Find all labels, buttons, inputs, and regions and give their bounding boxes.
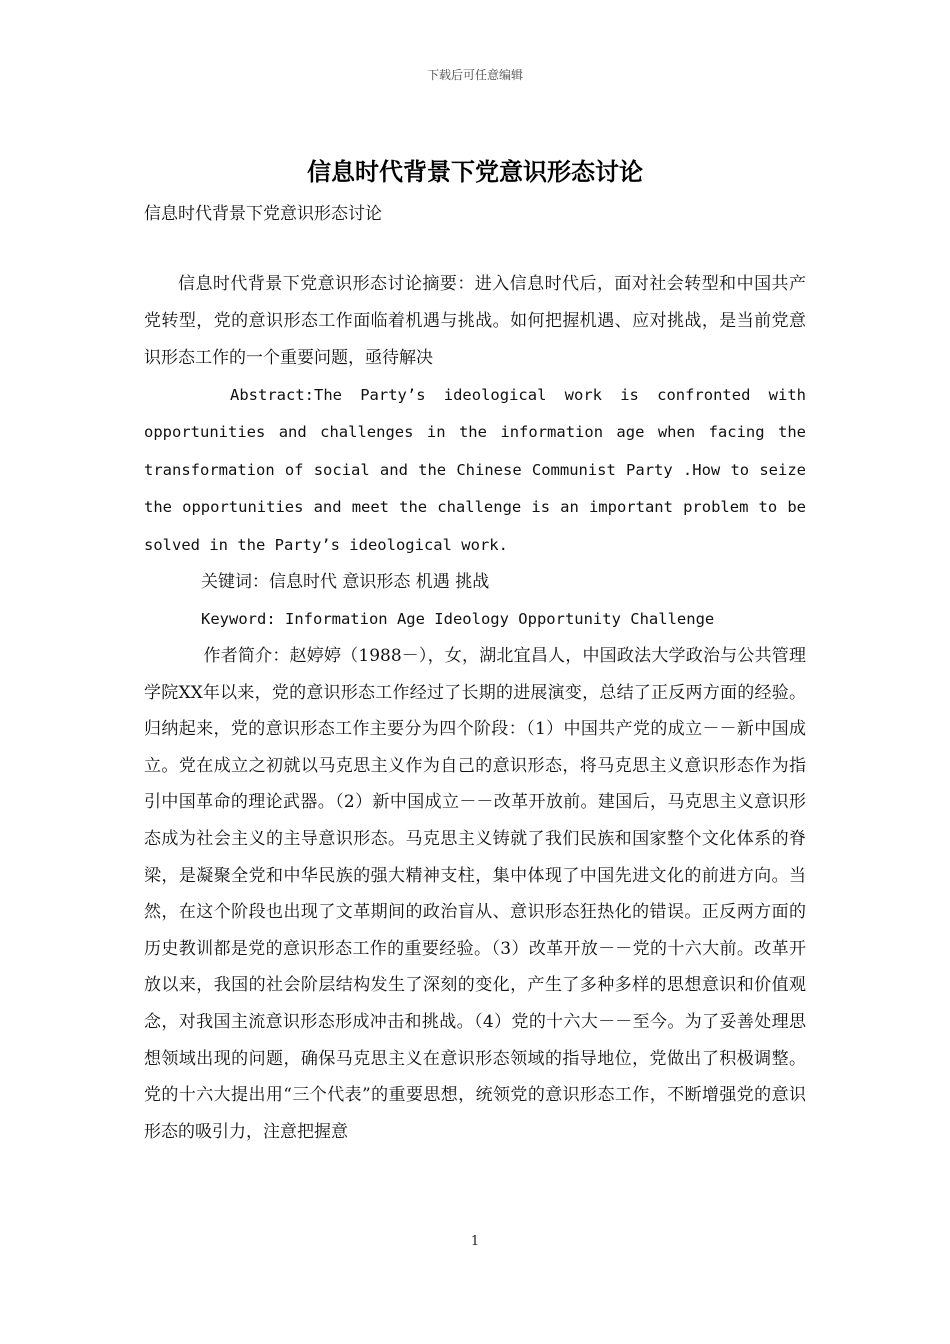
document-title: 信息时代背景下党意识形态讨论 — [307, 158, 643, 186]
keywords-chinese: 关键词：信息时代 意识形态 机遇 挑战 — [201, 572, 490, 593]
author-and-body-text: 作者简介：赵婷婷（1988－），女，湖北宜昌人，中国政法大学政治与公共管理学院XX年以来，党的意识形态工作经过了长期的进展演变，总结了正反两方面的经验。归纳起来，党的意识形态工作主要分为四个阶段：（1）中国共产党的成立－－新中国成立。党在成立之初就以马克思主义作为自己的意识形态，将马克思主义意识形态作为指引中国革命的理论武器。（2）新中国成立－－改革开放前。建国后，马克思主义意识形态成为社会主义的主导意识形态。马克思主义铸就了我们民族和国家整个文化体系的脊梁，是凝聚全党和中华民族的强大精神支柱，集中体现了中国先进文化的前进方向。当然，在这个阶段也出现了文革期间的政治盲从、意识形态狂热化的错误。正反两方面的历史教训都是党的意识形态工作的重要经验。（3）改革开放－－党的十六大前。改革开放以来，我国的社会阶层结构发生了深刻的变化，产生了多种多样的思想意识和价值观念，对我国主流意识形态形成冲击和挑战。（4）党的十六大－－至今。为了妥善处理思想领域出现的问题，确保马克思主义在意识形态领域的指导地位，党做出了积极调整。党的十六大提出用“三个代表”的重要思想，统领党的意识形态工作，不断增强党的意识形态的吸引力，注意把握意 — [144, 646, 806, 1142]
document-subtitle: 信息时代背景下党意识形态讨论 — [144, 204, 382, 224]
page-number: 1 — [470, 1234, 480, 1249]
abstract-english-paragraph — [144, 377, 806, 564]
page-header: 下载后可任意编辑 — [426, 68, 523, 82]
abstract-english: Abstract:The Party’s ideological work is confronted with opportunities and challenges in the information age when facing the transformation of social and the Chinese Communist Party .How to seize the opportunities and meet the challenge is an important problem to be solved in the Party’s ideological work. — [144, 386, 806, 554]
document-body — [144, 266, 806, 1150]
abstract-chinese: 信息时代背景下党意识形态讨论摘要：进入信息时代后，面对社会转型和中国共产党转型，党的意识形态工作面临着机遇与挑战。如何把握机遇、应对挑战，是当前党意识形态工作的一个重要问题，亟待解决 — [144, 274, 806, 368]
keywords-english: Keyword: Information Age Ideology Opportunity Challenge — [201, 610, 715, 629]
